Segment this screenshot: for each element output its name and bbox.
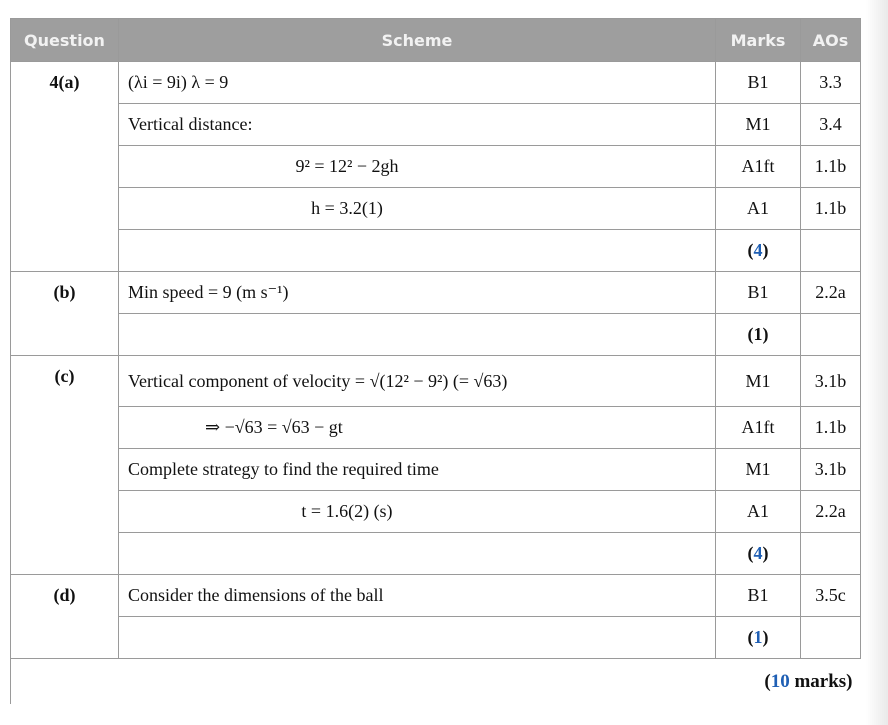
scheme-cell [119,230,716,272]
table-row [11,230,861,272]
mark-scheme-table [10,18,861,704]
scheme-cell [119,617,716,659]
scheme-cell: (λi = 9i) λ = 9 [119,62,716,104]
ao-cell: 3.3 [801,62,861,104]
table-row [11,575,861,617]
table-row [11,491,861,533]
ao-cell [801,617,861,659]
scheme-cell [119,533,716,575]
header-marks: Marks [716,19,801,62]
ao-cell: 2.2a [801,491,861,533]
subtotal-cell: (1) [716,617,801,659]
table-row [11,356,861,407]
scheme-cell: Vertical component of velocity = √(12² − 9²) (= √63) [119,356,716,407]
scheme-cell [119,314,716,356]
ao-cell [801,230,861,272]
mark-cell: A1 [716,491,801,533]
ao-cell: 1.1b [801,146,861,188]
ao-cell: 3.1b [801,356,861,407]
table-row [11,62,861,104]
ao-cell: 3.4 [801,104,861,146]
ao-cell [801,314,861,356]
mark-cell: M1 [716,356,801,407]
subtotal-value: 4 [753,240,763,260]
mark-cell: M1 [716,449,801,491]
question-label: (c) [11,356,119,575]
table-row [11,617,861,659]
table-row [11,146,861,188]
scheme-cell: ⇒ −√63 = √63 − gt [119,407,716,449]
total-row [11,659,861,705]
header-row [11,19,861,62]
mark-cell: A1 [716,188,801,230]
mark-cell: B1 [716,575,801,617]
header-question: Question [11,19,119,62]
subtotal-cell: (4) [716,533,801,575]
scheme-cell: Vertical distance: [119,104,716,146]
question-label: (b) [11,272,119,356]
total-label: marks [794,670,847,692]
subtotal-cell: (4) [716,230,801,272]
ao-cell: 1.1b [801,407,861,449]
total-value: 10 [770,670,790,692]
table-row [11,104,861,146]
scheme-cell: Consider the dimensions of the ball [119,575,716,617]
table-row [11,407,861,449]
question-label: 4(a) [11,62,119,272]
subtotal-value: 4 [753,543,763,563]
mark-cell: B1 [716,62,801,104]
header-aos: AOs [801,19,861,62]
mark-cell: M1 [716,104,801,146]
mark-cell: A1ft [716,407,801,449]
ao-cell: 2.2a [801,272,861,314]
ao-cell: 1.1b [801,188,861,230]
ao-cell [801,533,861,575]
total-marks: (10 marks) [11,659,861,705]
subtotal-cell: (1) [716,314,801,356]
mark-cell: B1 [716,272,801,314]
table-row [11,533,861,575]
page-edge-shadow [866,0,888,725]
question-label: (d) [11,575,119,659]
scheme-cell: Complete strategy to find the required time [119,449,716,491]
ao-cell: 3.1b [801,449,861,491]
scheme-cell: Min speed = 9 (m s⁻¹) [119,272,716,314]
table-row [11,272,861,314]
mark-cell: A1ft [716,146,801,188]
scheme-cell: 9² = 12² − 2gh [119,146,716,188]
subtotal-value: 1 [753,324,763,344]
table-row [11,314,861,356]
header-scheme: Scheme [119,19,716,62]
table-row [11,449,861,491]
subtotal-value: 1 [753,627,763,647]
ao-cell: 3.5c [801,575,861,617]
scheme-cell: t = 1.6(2) (s) [119,491,716,533]
table-row [11,188,861,230]
scheme-cell: h = 3.2(1) [119,188,716,230]
